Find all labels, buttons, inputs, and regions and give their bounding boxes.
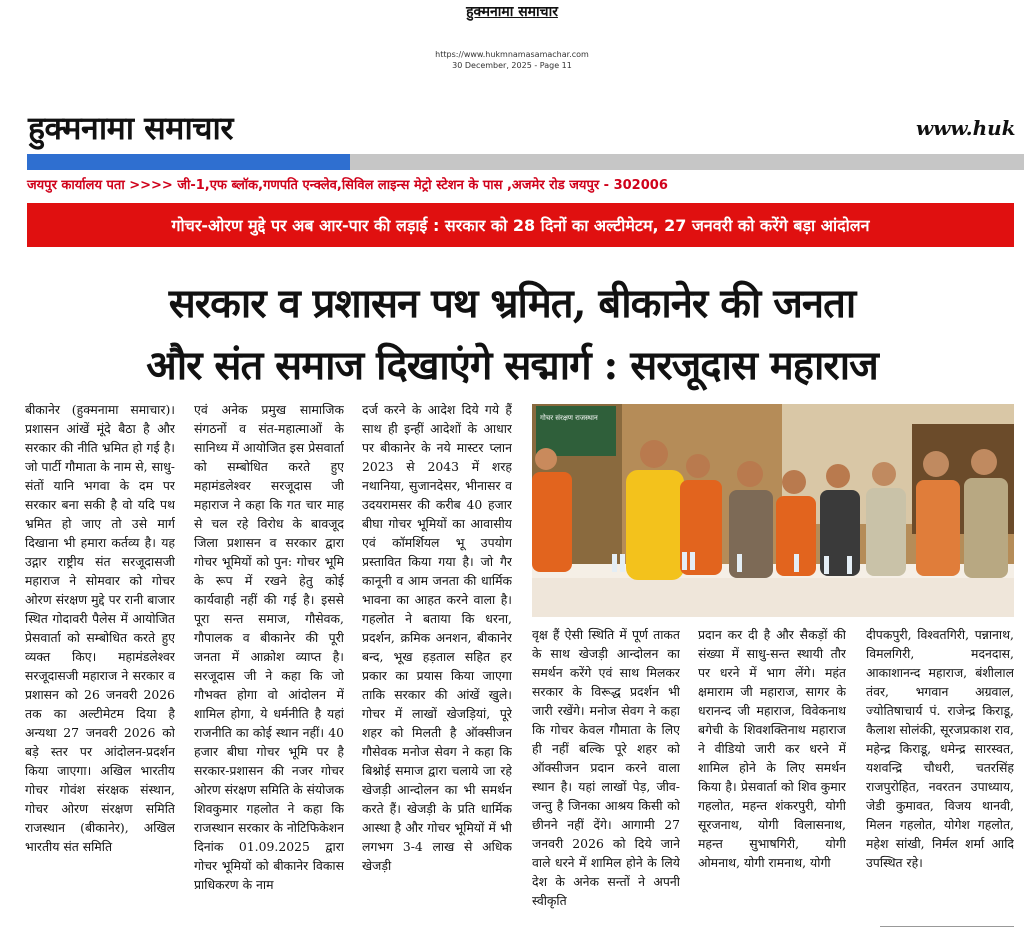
article-column-3: दर्ज करने के आदेश दिये गये हैं साथ ही इन्हीं आदेशों के आधार पर बीकानेर के नये मास्टर प्लान 2023 से 2043 में शरह नथानिया, सुजानदेसर, भीनासर व उदयरामसर की करीब 40 हजार बीघा गोचर भूमियों का आवासीय एवं कॉमर्शियल भू उपयोग प्रस्तावित किया गया है। जो गैर कानूनी व आम जनता की धार्मिक भावना का आहत करने वाला है। गहलोत ने बताया कि धरना, प्रदर्शन, क्रमिक अनशन, बीकानेर बन्द, भूख हड़ताल सहित हर प्रकार का प्रयास किया जाएगा ताकि सरकार की आंखें खुले। गोचर में लाखों खेजड़ियां, पूरे शहर को मिलती है ऑक्सीजन गौसेवक मनोज सेवग ने कहा कि बिश्नोई समाज द्वारा चलाये जा रहे खेजड़ी आन्दोलन का भी समर्थन करते हैं। खेजड़ी के प्रति धार्मिक आस्था है और गोचर भूमियों में भी लगभग 3-4 लाख से अधिक खेजड़ी	[362, 402, 512, 873]
article-column-5: प्रदान कर दी है और सैकड़ों की संख्या में साधु-सन्त स्थायी तौर पर धरने में भाग लेंगे। महंत क्षमाराम जी महाराज, सागर के धरानन्द जी महाराज, विवेकनाथ बगेची के शिवशक्तिनाथ महाराज ने वीडियो जारी कर धरने में शामिल होने के लिए समर्थन किया है। प्रेसवार्ता को शिव कुमार गहलोत, महन्त शंकरपुरी, योगी सूरजनाथ, योगी विलासनाथ, महन्त सुभाषगिरी, योगी ओमनाथ, योगी रामनाथ, योगी	[698, 627, 846, 870]
page-header-title: हुक्मनामा समाचार	[466, 4, 558, 20]
masthead-website[interactable]: www.huk	[916, 116, 1016, 140]
ticker-banner	[27, 203, 1014, 247]
page-url[interactable]: https://www.hukmnamasamachar.com	[435, 50, 589, 59]
press-conference-photo	[532, 404, 1014, 617]
headline-line-1: सरकार व प्रशासन पथ भ्रमित, बीकानेर की जनता	[168, 280, 856, 327]
article-column-4: वृक्ष हैं ऐसी स्थिति में पूर्ण ताकत के साथ खेजड़ी आन्दोलन का समर्थन करेंगे एवं साथ मिलकर सरकार के विरूद्ध प्रदर्शन भी जारी रखेंगे। मनोज सेवग ने कहा कि गोचर केवल गौमाता के लिए ही नहीं बल्कि पूरे शहर को ऑक्सीजन प्रदान करने वाला स्थान है। यहां लाखों पेड़, जीव-जन्तु है जिनका आश्रय किसी को छीनने नहीं देंगे। आगामी 27 जनवरी 2026 को दिये जाने वाले धरने में शामिल होने के लिये देश के अनेक सन्तों ने अपनी स्वीकृति	[532, 627, 680, 908]
article-column-6: दीपकपुरी, विश्वतगिरी, पन्नानाथ, विमलगिरी, मदनदास, आकाशानन्द महाराज, बंशीलाल तंवर, भगवान अग्रवाल, ज्योतिषाचार्य पं. राजेन्द्र किराडू, कैलाश सोलंकी, सूरजप्रकाश राव, महेन्द्र किराडू, धमेन्द्र सारस्वत, यशवन्द्रि चौधरी, चतरसिंह राजपुरोहित, नवरतन उपाध्याय, जेडी कुमावत, विजय थानवी, मिलन गहलोत, योगेश गहलोत, महेश सांखी, निर्मल शर्मा आदि उपस्थित रहे।	[866, 627, 1014, 870]
divider-line	[880, 926, 1014, 927]
photo-banner-text: गोचर संरक्षण राजस्थान	[540, 414, 598, 422]
headline-line-2: और संत समाज दिखाएंगे सद्मार्ग : सरजूदास महाराज	[146, 342, 878, 389]
office-address: जयपुर कार्यालय पता >>>> जी-1,एफ ब्लॉक,गणपति एन्क्लेव,सिविल लाइन्स मेट्रो स्टेशन के पास ,अजमेर रोड जयपुर - 302006	[27, 178, 668, 193]
masthead-title: हुक्मनामा समाचार	[28, 109, 233, 147]
article-column-1: बीकानेर (हुक्मनामा समाचार)। प्रशासन आंखें मूंदे बैठा है और सरकार की नीति भ्रमित हो गई है। जो पार्टी गौमाता के नाम से, साधु-संतों यानि भगवा के दम पर सरकार बना सकी है वो यदि पथ भ्रमित हो जाए तो उसे मार्ग दिखाना भी हमारा कर्तव्य है। यह उद्गार राष्ट्रीय संत सरजूदासजी महाराज ने सोमवार को गोचर ओरण संरक्षण मुद्दे पर रानी बाजार स्थित गोदावरी पैलेस में आयोजित प्रेसवार्ता को सम्बोधित करते हुए व्यक्त किए। महामंडलेश्वर सरजूदासजी महाराज ने सरकार व प्रशासन को 26 जनवरी 2026 तक का अल्टीमेटम दिया है अन्यथा 27 जनवरी 2026 को बड़े स्तर पर आंदोलन-प्रदर्शन किया जाएगा। अखिल भारतीय गोचर गोवंश संरक्षक संस्थान, गोचर ओरण संरक्षण समिति राजस्थान (बीकानेर), अखिल भारतीय संत समिति	[25, 402, 175, 854]
masthead-grey-bar	[350, 154, 1024, 170]
page-date: 30 December, 2025 - Page 11	[452, 61, 572, 70]
masthead-blue-bar	[27, 154, 350, 170]
article-column-2: एवं अनेक प्रमुख सामाजिक संगठनों व संत-महात्माओं के सानिध्य में आयोजित इस प्रेसवार्ता को सम्बोधित करते हुए महामंडलेश्वर सरजूदास जी महाराज ने कहा कि गत चार माह से चल रहे विरोध के बावजूद जिला प्रशासन व सरकार द्वारा गोचर भूमियों को पुन: गोचर भूमि के रूप में रखने हेतु कोई कार्यवाही नहीं की गई है। इससे पूरा सन्त समाज, गौसेवक, गौपालक व बीकानेर की पूरी जनता में आक्रोश व्याप्त है। सरजूदास जी ने कहा कि जो गौभक्त होगा वो आंदोलन में शामिल होगा, ये धर्मनीति है यहां राजनीति का कोई स्थान नहीं। 40 हजार बीघा गोचर भूमि पर है सरकार-प्रशासन की नजर गोचर ओरण संरक्षण समिति के संयोजक शिवकुमार गहलोत ने कहा कि राजस्थान सरकार के नोटिफिकेशन दिनांक 01.09.2025 द्वारा गोचर भूमियों को बीकानेर विकास प्राधिकरण के नाम	[194, 402, 344, 892]
ticker-text: गोचर-ओरण मुद्दे पर अब आर-पार की लड़ाई : सरकार को 28 दिनों का अल्टीमेटम, 27 जनवरी को करेंगे बड़ा आंदोलन	[171, 216, 870, 235]
